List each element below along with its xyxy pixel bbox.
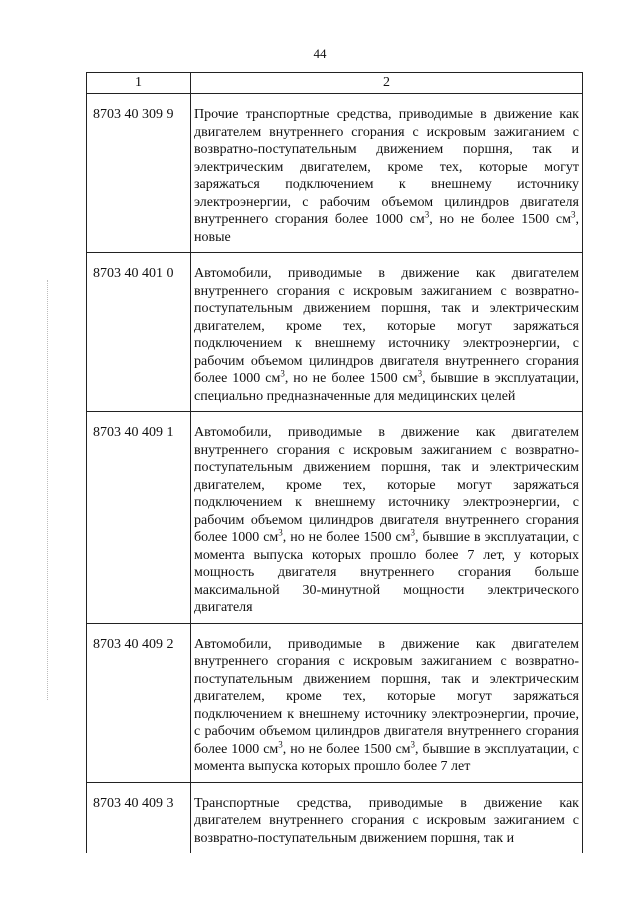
superscript: 3 [424,209,430,220]
code-cell: 8703 40 409 2 [87,623,191,782]
table-row [87,412,583,624]
description-text: , но не более 1500 см [282,741,411,757]
description-text: , бывшие в эксплуатации, специально предназначенные для медицинских целей [194,371,579,404]
superscript: 3 [417,368,423,379]
code-cell: 8703 40 409 3 [87,782,191,853]
description-cell [191,412,583,624]
superscript: 3 [280,368,285,379]
description-cell [191,94,583,253]
table-row [87,253,583,412]
description-text: Автомобили, приводимые в движение как двигателем внутреннего сгорания с искровым зажиганием с возвратно-поступательным движением поршня, так и электрическим двигателем, кроме тех, которые могут заряжаться подключением к внешнему источнику электроэнергии, с рабочим объемом цилиндров двигателя внутреннего сгорания более 1000 см [194,266,579,386]
page-number: 44 [313,46,327,61]
description-text: Транспортные средства, приводимые в движение как двигателем внутреннего сгорания с искровым зажиганием с возвратно-поступательным движением поршня, так и [194,795,579,846]
table-row [87,623,583,782]
table-row [87,782,583,853]
code-cell: 8703 40 309 9 [87,94,191,253]
superscript: 3 [410,527,416,538]
tariff-table [86,72,583,853]
description-text: , новые [194,212,580,245]
column-header-2: 2 [191,73,583,94]
table-row [87,94,583,253]
description-text: , но не более 1500 см [284,371,418,386]
description-text: Автомобили, приводимые в движение как двигателем внутреннего сгорания с искровым зажиганием с возвратно-поступательным движением поршня, так и электрическим двигателем, кроме тех, которые могут заряжаться подключением к внешнему источнику электроэнергии, прочие, с рабочим объемом цилиндров двигателя внутреннего сгорания более 1000 см [194,636,579,757]
superscript: 3 [278,527,283,538]
superscript: 3 [571,209,576,220]
description-text: , бывшие в эксплуатации, с момента выпуска которых прошло более 7 лет [194,741,579,774]
description-text: Автомобили, приводимые в движение как двигателем внутреннего сгорания с искровым зажиганием с возвратно-поступательным движением поршня, так и электрическим двигателем, кроме тех, которые могут заряжаться подключением к внешнему источнику электроэнергии, с рабочим объемом цилиндров двигателя внутреннего сгорания более 1000 см [194,425,579,545]
description-text: , но не более 1500 см [429,212,572,227]
description-text: , бывшие в эксплуатации, с момента выпуска которых прошло более 7 лет, у которых мощность двигателя внутреннего сгорания больше максимальной 30-минутной мощности электрического двигателя [194,530,579,615]
superscript: 3 [410,738,416,749]
description-text: , но не более 1500 см [282,530,411,545]
description-cell [191,782,583,853]
column-header-1: 1 [87,73,191,94]
description-cell [191,253,583,412]
description-cell [191,623,583,782]
margin-scan-line [47,280,48,700]
table-header-row [87,73,583,94]
superscript: 3 [278,738,283,749]
code-cell: 8703 40 409 1 [87,412,191,624]
code-cell: 8703 40 401 0 [87,253,191,412]
description-text: Прочие транспортные средства, приводимые в движение как двигателем внутреннего сгорания с искровым зажиганием с возвратно-поступательным движением поршня, так и электрическим двигателем, кроме тех, которые могут заряжаться подключением к внешнему источнику электроэнергии, с рабочим объемом цилиндров двигателя внутреннего сгорания более 1000 см [194,107,579,227]
